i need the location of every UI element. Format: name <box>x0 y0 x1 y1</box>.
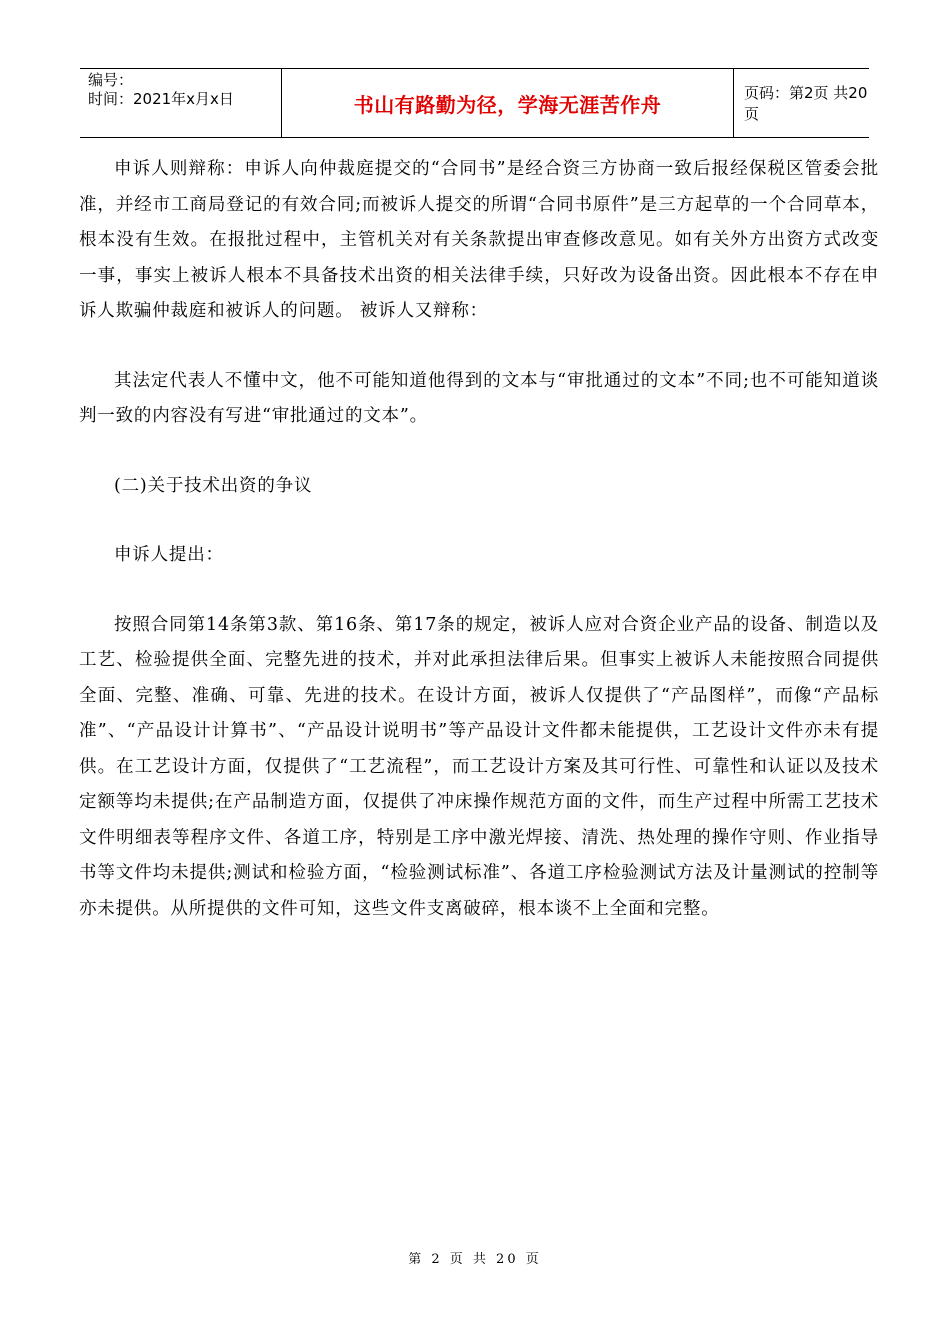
page-footer: 第 2 页 共 20 页 <box>408 1252 542 1267</box>
header-page-code: 页码：第2页 共20页 <box>744 84 868 123</box>
paragraph: 申诉人提出： <box>114 545 224 565</box>
document-time-label: 时间：2021年x月x日 <box>88 90 234 108</box>
page-header <box>80 68 869 138</box>
paragraph: 按照合同第14条第3款、第16条、第17条的规定，被诉人应对合资企业产品的设备、制造以及工艺、检验提供全面、完整先进的技术，并对此承担法律后果。但事实上被诉人未能按照合同提供全面、完整、准确、可靠、先进的技术。在设计方面，被诉人仅提供了“产品图样”，而像“产品标准”、“产品设计计算书”、“产品设计说明书”等产品设计文件都未能提供，工艺设计文件亦未有提供。在工艺设计方面，仅提供了“工艺流程”，而工艺设计方案及其可行性、可靠性和认证以及技术定额等均未提供;在产品制造方面，仅提供了冲床操作规范方面的文件，而生产过程中所需工艺技术文件明细表等程序文件、各道工序，特别是工序中激光焊接、清洗、热处理的操作守则、作业指导书等文件均未提供;测试和检验方面，“检验测试标准”、各道工序检验测试方法及计量测试的控制等亦未提供。从所提供的文件可知，这些文件支离破碎，根本谈不上全面和完整。 <box>79 614 879 919</box>
paragraph: 其法定代表人不懂中文，他不可能知道他得到的文本与“审批通过的文本”不同;也不可能知道谈判一致的内容没有写进“审批通过的文本”。 <box>79 370 879 426</box>
paragraph: 申诉人则辩称：申诉人向仲裁庭提交的“合同书”是经合资三方协商一致后报经保税区管委会批准，并经市工商局登记的有效合同;而被诉人提交的所谓“合同书原件”是三方起草的一个合同草本，根本没有生效。在报批过程中，主管机关对有关条款提出审查修改意见。如有关外方出资方式改变一事，事实上被诉人根本不具备技术出资的相关法律手续，只好改为设备出资。因此根本不存在申诉人欺骗仲裁庭和被诉人的问题。 被诉人又辩称： <box>79 159 879 321</box>
section-heading: (二)关于技术出资的争议 <box>114 475 313 496</box>
header-meta <box>80 69 282 137</box>
document-body <box>79 152 879 927</box>
header-motto: 书山有路勤为径，学海无涯苦作舟 <box>282 69 734 137</box>
document-number-label: 编号： <box>88 71 134 89</box>
